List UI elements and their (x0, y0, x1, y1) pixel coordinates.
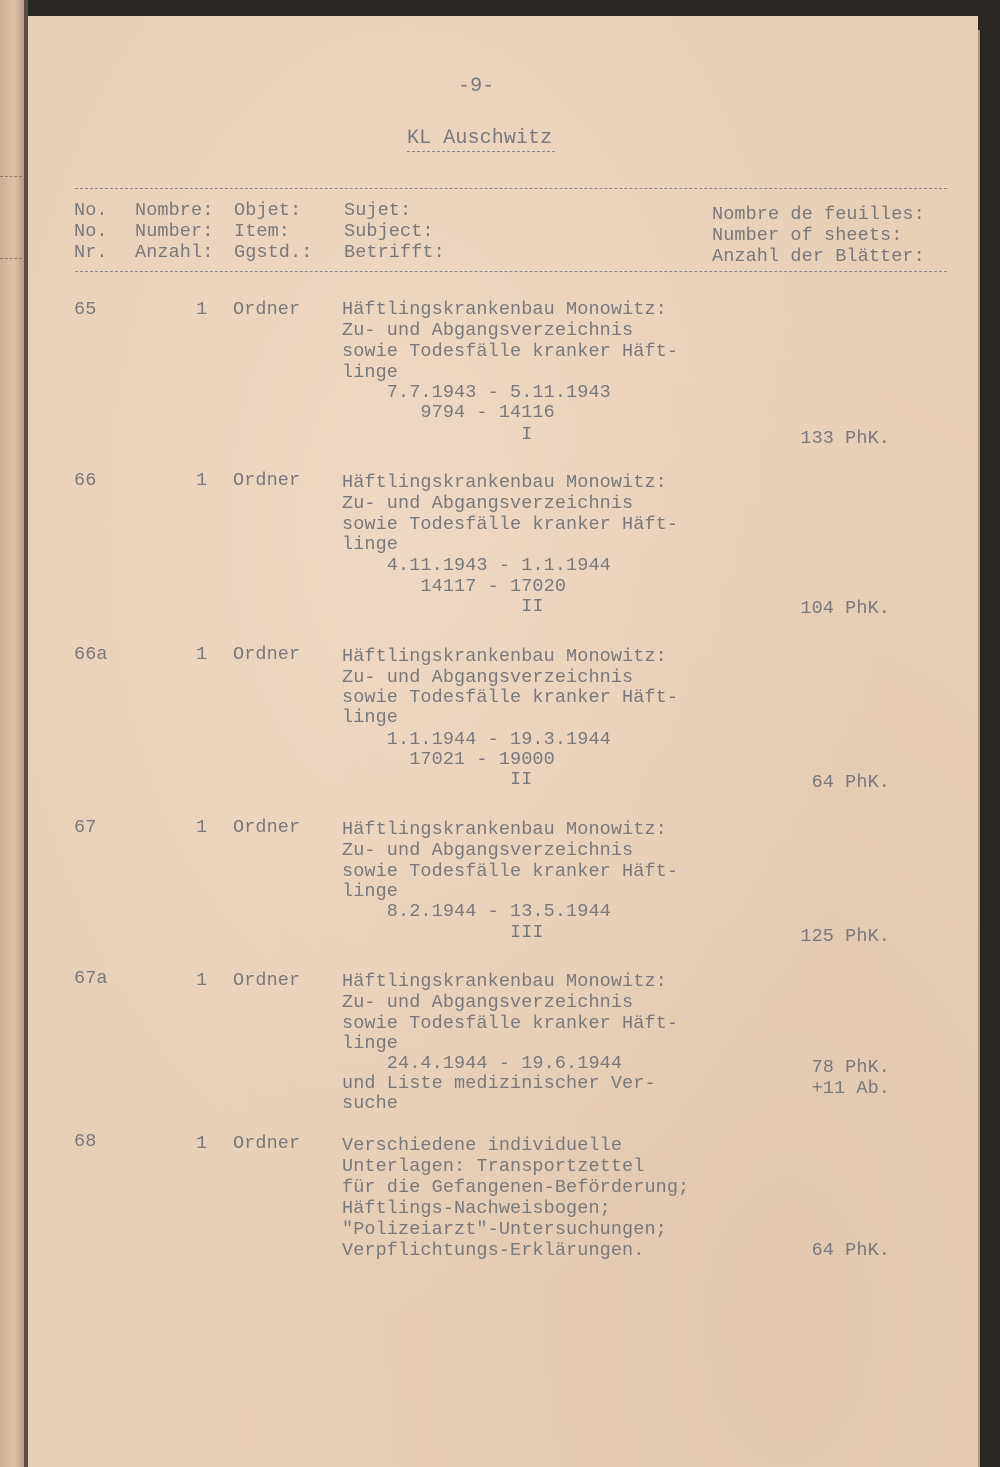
header-no-de: Nr. (74, 242, 108, 263)
entry-subject-line: Verpflichtungs-Erklärungen. (342, 1240, 645, 1261)
header-object-en: Item: (234, 221, 291, 242)
entry-subject-line: II (342, 769, 533, 790)
entry-sheets (770, 1240, 890, 1261)
entry-subject-line: und Liste medizinischer Ver- (342, 1073, 656, 1094)
entry-sheets-line: +11 Ab. (811, 1078, 890, 1099)
entry-subject-line: linge (342, 534, 399, 555)
header-sheets-en: Number of sheets: (712, 225, 903, 246)
entry-subject-line: Unterlagen: Transportzettel (342, 1156, 645, 1177)
entry-subject-line: "Polizeiarzt"-Untersuchungen; (342, 1219, 667, 1240)
entry-subject-line: linge (342, 707, 399, 728)
header-count-de: Anzahl: (135, 242, 214, 263)
entry-sheets (770, 598, 890, 619)
entry-subject-line: 4.11.1943 - 1.1.1944 (342, 555, 611, 576)
header-no-fr: No. (74, 200, 108, 221)
entry-subject-line: 7.7.1943 - 5.11.1943 (342, 382, 611, 403)
entry-object: Ordner (233, 1133, 301, 1154)
entry-count: 1 (196, 470, 208, 491)
entry-subject-line: sowie Todesfälle kranker Häft- (342, 514, 679, 535)
entry-subject-line: Häftlingskrankenbau Monowitz: (342, 299, 667, 320)
entry-count: 1 (196, 970, 208, 991)
entry-subject-line: 24.4.1944 - 19.6.1944 (342, 1053, 623, 1074)
header-object-fr: Objet: (234, 200, 302, 221)
entry-sheets (770, 772, 890, 793)
header-subject-en: Subject: (344, 221, 434, 242)
header-sheets-de: Anzahl der Blätter: (712, 246, 925, 267)
entry-count: 1 (196, 1133, 208, 1154)
entry-subject-line: sowie Todesfälle kranker Häft- (342, 341, 679, 362)
entry-subject-line: Verschiedene individuelle (342, 1135, 623, 1156)
entry-number: 67a (74, 968, 108, 989)
entry-sheets-line: 78 PhK. (811, 1057, 890, 1078)
entry-count: 1 (196, 299, 208, 320)
header-sheets-fr: Nombre de feuilles: (712, 204, 925, 225)
entry-object: Ordner (233, 470, 301, 491)
entry-number: 66a (74, 644, 108, 665)
header-count-fr: Nombre: (135, 200, 214, 221)
entry-subject-line: sowie Todesfälle kranker Häft- (342, 687, 679, 708)
entry-subject-line: Zu- und Abgangsverzeichnis (342, 667, 634, 688)
header-rule-top (75, 188, 947, 189)
entry-sheets (770, 428, 890, 449)
entry-sheets-line: 133 PhK. (800, 428, 890, 449)
entry-number: 67 (74, 817, 97, 838)
previous-page-mark (0, 176, 22, 177)
entry-count: 1 (196, 644, 208, 665)
entry-subject-line: III (342, 922, 544, 943)
entry-subject-line: 1.1.1944 - 19.3.1944 (342, 729, 611, 750)
document-title: KL Auschwitz (407, 127, 553, 150)
entry-subject-line: Zu- und Abgangsverzeichnis (342, 493, 634, 514)
entry-subject-line: Häftlingskrankenbau Monowitz: (342, 819, 667, 840)
entry-subject-line: linge (342, 362, 399, 383)
entry-sheets-line: 125 PhK. (800, 926, 890, 947)
header-subject-fr: Sujet: (344, 200, 412, 221)
entry-subject-line: sowie Todesfälle kranker Häft- (342, 1013, 679, 1034)
entry-subject-line: Häftlingskrankenbau Monowitz: (342, 646, 667, 667)
entry-subject-line: II (342, 596, 544, 617)
entry-subject-line: 14117 - 17020 (342, 576, 567, 597)
entry-sheets-line: 64 PhK. (811, 772, 890, 793)
entry-object: Ordner (233, 817, 301, 838)
entry-subject-line: Häftlings-Nachweisbogen; (342, 1198, 611, 1219)
header-subject-de: Betrifft: (344, 242, 445, 263)
entry-sheets-line: 64 PhK. (811, 1240, 890, 1261)
title-underline (407, 151, 555, 152)
entry-subject-line: Häftlingskrankenbau Monowitz: (342, 472, 667, 493)
entry-number: 66 (74, 470, 97, 491)
header-count-en: Number: (135, 221, 214, 242)
previous-page-edge (0, 0, 24, 1467)
page-number: -9- (458, 75, 495, 98)
header-rule-bottom (75, 271, 947, 272)
entry-count: 1 (196, 817, 208, 838)
entry-subject-line: linge (342, 881, 399, 902)
entry-subject-line: für die Gefangenen-Beförderung; (342, 1177, 690, 1198)
entry-subject-line: Zu- und Abgangsverzeichnis (342, 320, 634, 341)
entry-object: Ordner (233, 970, 301, 991)
entry-subject-line: I (342, 424, 533, 445)
entry-object: Ordner (233, 299, 301, 320)
entry-number: 65 (74, 299, 97, 320)
entry-sheets (770, 1057, 890, 1099)
entry-subject-line: Zu- und Abgangsverzeichnis (342, 992, 634, 1013)
entry-subject-line: 8.2.1944 - 13.5.1944 (342, 901, 611, 922)
entry-sheets (770, 926, 890, 947)
entry-subject-line: Häftlingskrankenbau Monowitz: (342, 971, 667, 992)
entry-subject-line: linge (342, 1033, 399, 1054)
header-no-en: No. (74, 221, 108, 242)
header-object-de: Ggstd.: (234, 242, 313, 263)
entry-sheets-line: 104 PhK. (800, 598, 890, 619)
entry-subject-line: 9794 - 14116 (342, 402, 555, 423)
entry-subject-line: sowie Todesfälle kranker Häft- (342, 861, 679, 882)
entry-subject-line: Zu- und Abgangsverzeichnis (342, 840, 634, 861)
entry-object: Ordner (233, 644, 301, 665)
previous-page-mark (0, 258, 22, 259)
entry-subject-line: 17021 - 19000 (342, 749, 555, 770)
entry-number: 68 (74, 1131, 97, 1152)
entry-subject-line: suche (342, 1093, 399, 1114)
